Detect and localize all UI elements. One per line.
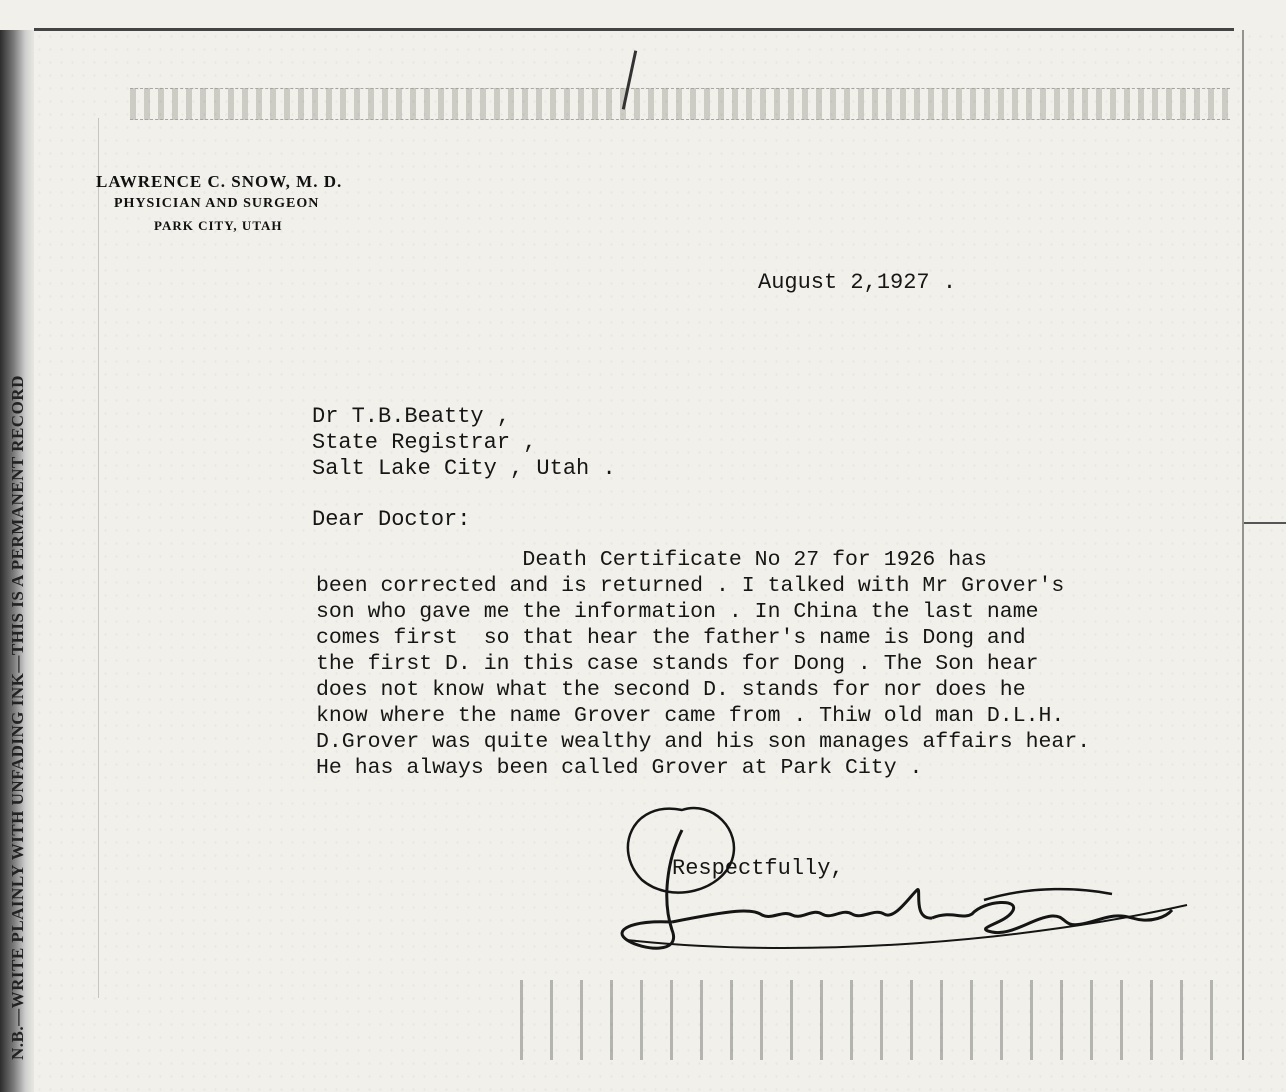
closing: Respectfully, <box>672 856 844 881</box>
body-line: know where the name Grover came from . Thiw old man D.L.H. <box>316 704 1065 728</box>
right-edge-tick <box>1244 522 1286 524</box>
bleed-through-form-strip <box>130 88 1230 120</box>
body-line: Death Certificate No 27 for 1926 has <box>316 548 987 572</box>
bleed-through-text <box>520 980 1240 1060</box>
body-line: comes first so that hear the father's name is Dong and <box>316 626 1026 650</box>
handwritten-signature <box>612 790 1192 970</box>
body-line: the first D. in this case stands for Dong . The Son hear <box>316 652 1039 676</box>
body-line: son who gave me the information . In China the last name <box>316 600 1039 624</box>
letterhead-name: LAWRENCE C. SNOW, M. D. <box>96 172 343 191</box>
body-line: been corrected and is returned . I talked with Mr Grover's <box>316 574 1065 598</box>
salutation: Dear Doctor: <box>312 507 471 532</box>
top-border <box>34 28 1234 31</box>
letter-date: August 2,1927 . <box>758 270 957 295</box>
recipient-line-3: Salt Lake City , Utah . <box>312 456 616 481</box>
letterhead-place: PARK CITY, UTAH <box>154 218 283 233</box>
recipient-line-1: Dr T.B.Beatty , <box>312 404 511 429</box>
body-line: does not know what the second D. stands for nor does he <box>316 678 1026 702</box>
recipient-line-2: State Registrar , <box>312 430 537 455</box>
body-line: He has always been called Grover at Park City . <box>316 756 923 780</box>
letterhead-title: PHYSICIAN AND SURGEON <box>114 196 320 211</box>
left-rule-line <box>98 118 99 998</box>
body-line: D.Grover was quite wealthy and his son manages affairs hear. <box>316 730 1091 754</box>
right-edge-line <box>1242 30 1244 1060</box>
margin-instruction: N.B.—WRITE PLAINLY WITH UNFADING INK—THIS IS A PERMANENT RECORD <box>8 375 27 1060</box>
